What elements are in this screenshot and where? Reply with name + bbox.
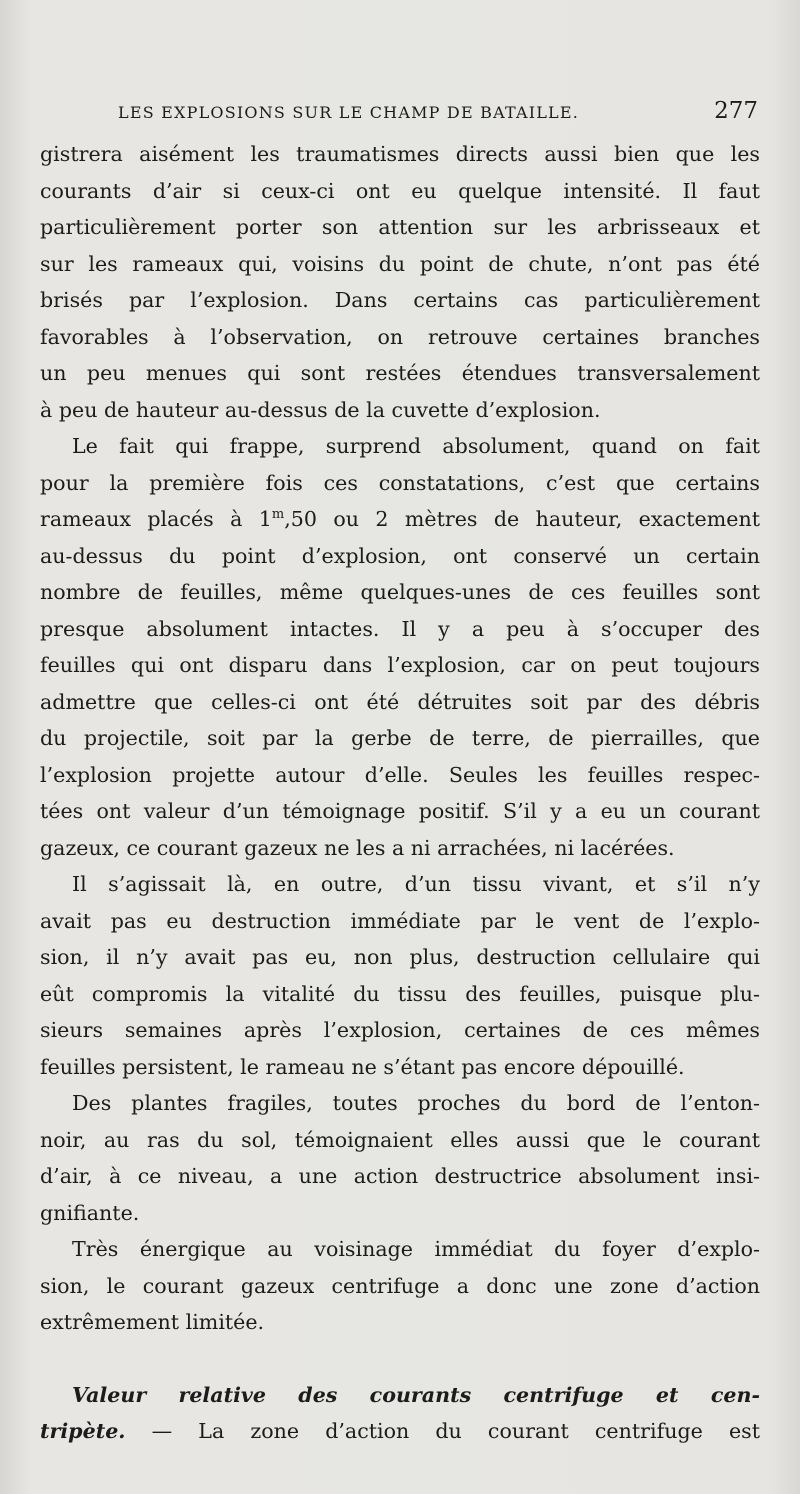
text-line: d’air, à ce niveau, a une action destructrice absolument insi- <box>40 1164 760 1188</box>
text-line: Des plantes fragiles, toutes proches du bord de l’enton- <box>72 1091 760 1115</box>
text-line: gazeux, ce courant gazeux ne les a ni arrachées, ni lacérées. <box>40 835 675 860</box>
section-heading-title: Valeur relative des courants centrifuge et cen- <box>72 1382 760 1407</box>
text-line <box>40 1413 760 1450</box>
text-line: courants d’air si ceux-ci ont eu quelque intensité. Il faut <box>40 178 760 203</box>
paragraph-1 <box>40 136 760 428</box>
text-line: feuilles qui ont disparu dans l’explosion, car on peut toujours <box>40 653 760 677</box>
text-line: sur les rameaux qui, voisins du point de chute, n’ont pas été <box>40 251 760 276</box>
text-line: feuilles persistent, le rameau ne s’étant pas encore dépouillé. <box>40 1054 685 1079</box>
text-line: un peu menues qui sont restées étendues transversalement <box>40 361 760 385</box>
superscript-metre: m <box>271 507 285 522</box>
paragraph-2 <box>40 428 760 866</box>
text-line: l’explosion projette autour d’elle. Seules les feuilles respec- <box>40 762 760 787</box>
text-line: avait pas eu destruction immédiate par le vent de l’explo- <box>40 908 760 933</box>
text-line: nombre de feuilles, même quelques-unes de ces feuilles sont <box>40 580 760 604</box>
text-line: favorables à l’observation, on retrouve certaines branches <box>40 324 760 349</box>
text-line: Il s’agissait là, en outre, d’un tissu vivant, et s’il n’y <box>72 872 760 896</box>
body-text <box>40 136 760 1450</box>
text-line: pour la première fois ces constatations, c’est que certains <box>40 470 760 495</box>
paragraph-5 <box>40 1231 760 1341</box>
section-spacer <box>40 1341 760 1377</box>
text-line-tail: — La zone d’action du courant centrifuge est <box>125 1419 760 1443</box>
text-line: à peu de hauteur au-dessus de la cuvette d’explosion. <box>40 397 601 422</box>
paragraph-3 <box>40 866 760 1085</box>
text-line: Très énergique au voisinage immédiat du foyer d’explo- <box>72 1237 760 1261</box>
page-number: 277 <box>714 98 758 124</box>
paragraph-4 <box>40 1085 760 1231</box>
text-line: eût compromis la vitalité du tissu des feuilles, puisque plu- <box>40 981 760 1006</box>
text-line: extrêmement limitée. <box>40 1310 265 1334</box>
text-line: particulièrement porter son attention sur les arbrisseaux et <box>40 215 760 239</box>
text-line: du projectile, soit par la gerbe de terre, de pierrailles, que <box>40 726 760 750</box>
running-head <box>118 98 758 132</box>
text-line: admettre que celles-ci ont été détruites soit par des débris <box>40 689 760 714</box>
text-line-tail: ,50 ou 2 mètres de hauteur, exactement <box>284 507 760 531</box>
text-line <box>40 501 760 538</box>
running-head-title: LES EXPLOSIONS SUR LE CHAMP DE BATAILLE. <box>118 103 580 122</box>
text-line-start: rameaux placés à 1 <box>40 507 272 531</box>
text-line: sion, il n’y avait pas eu, non plus, destruction cellulaire qui <box>40 945 760 969</box>
section-heading-title-end: tripète. <box>40 1419 126 1443</box>
text-line: gistrera aisément les traumatismes directs aussi bien que les <box>40 142 760 166</box>
text-line: sieurs semaines après l’explosion, certaines de ces mêmes <box>40 1018 760 1042</box>
text-line: presque absolument intactes. Il y a peu à s’occuper des <box>40 616 760 641</box>
text-line: tées ont valeur d’un témoignage positif. S’il y a eu un courant <box>40 799 760 823</box>
text-line: gnifiante. <box>40 1200 140 1225</box>
text-line: brisés par l’explosion. Dans certains cas particulièrement <box>40 288 760 312</box>
text-line: sion, le courant gazeux centrifuge a donc une zone d’action <box>40 1273 760 1298</box>
text-line: noir, au ras du sol, témoignaient elles aussi que le courant <box>40 1127 760 1152</box>
text-line: Le fait qui frappe, surprend absolument, quand on fait <box>72 434 760 458</box>
text-line: au-dessus du point d’explosion, ont conservé un certain <box>40 543 760 568</box>
section-heading <box>40 1377 760 1450</box>
